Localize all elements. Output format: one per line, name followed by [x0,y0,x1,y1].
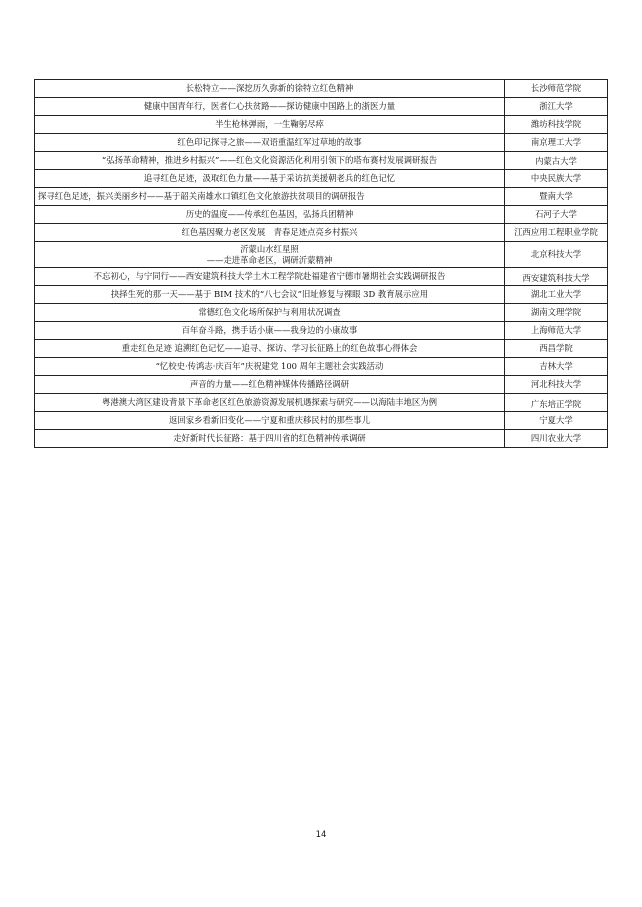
project-title: 粤港澳大湾区建设背景下革命老区红色旅游资源发展机遇探索与研究——以海陆丰地区为例 [35,394,505,412]
project-title: 探寻红色足迹，振兴美丽乡村——基于韶关南雄水口镇红色文化旅游扶贫项目的调研报告 [35,188,505,206]
project-title: 追寻红色足迹，汲取红色力量——基于采访抗美援朝老兵的红色记忆 [35,170,505,188]
table-row [35,224,608,242]
table-row [35,286,608,304]
school-name: 湖南文理学院 [505,304,608,322]
table-row [35,206,608,224]
table-row [35,188,608,206]
project-title: 重走红色足迹 追溯红色记忆——追寻、探访、学习长征路上的红色故事心得体会 [35,340,505,358]
school-name: 河北科技大学 [505,376,608,394]
school-name: 北京科技大学 [505,242,608,268]
school-name: 广东培正学院 [505,394,608,412]
school-name: 长沙师范学院 [505,80,608,98]
project-title-subline: ——走进革命老区，调研沂蒙精神 [206,254,333,265]
award-table-body [35,80,608,448]
table-row [35,116,608,134]
table-row [35,152,608,170]
school-name: 四川农业大学 [505,430,608,448]
school-name: 南京理工大学 [505,134,608,152]
project-title-line: 沂蒙山水红星照 [240,244,299,254]
project-title: 历史的温度——传承红色基因，弘扬兵团精神 [35,206,505,224]
table-row [35,394,608,412]
project-title: “忆校史·传鸿志·庆百年”庆祝建党 100 周年主题社会实践活动 [35,358,505,376]
table-row [35,430,608,448]
school-name: 吉林大学 [505,358,608,376]
table-row [35,358,608,376]
page-number: 14 [315,830,327,840]
school-name: 浙江大学 [505,98,608,116]
project-title: 半生枪林弹雨，一生鞠躬尽瘁 [35,116,505,134]
project-title: 健康中国青年行，医者仁心扶贫路——探访健康中国路上的浙医力量 [35,98,505,116]
table-row [35,242,608,268]
project-title: 抉择生死的那一天——基于 BIM 技术的“八七会议”旧址修复与裸眼 3D 教育展示应用 [35,286,505,304]
school-name: 石河子大学 [505,206,608,224]
table-row [35,134,608,152]
school-name: 潍坊科技学院 [505,116,608,134]
project-title: 红色基因聚力老区发展 青春足迹点亮乡村振兴 [35,224,505,242]
school-name: 西安建筑科技大学 [505,268,608,286]
table-row [35,340,608,358]
project-title: 声音的力量——红色精神媒体传播路径调研 [35,376,505,394]
school-name: 上海师范大学 [505,322,608,340]
table-row [35,268,608,286]
table-row [35,376,608,394]
project-title: 百年奋斗路，携手话小康——我身边的小康故事 [35,322,505,340]
project-title: 返回家乡看新旧变化——宁夏和重庆移民村的那些事儿 [35,412,505,430]
school-name: 暨南大学 [505,188,608,206]
table-row [35,322,608,340]
project-title: 长松特立——深挖历久弥新的徐特立红色精神 [35,80,505,98]
school-name: 西昌学院 [505,340,608,358]
table-row [35,412,608,430]
project-title [35,242,505,268]
project-title: 红色印记探寻之旅——双语重温红军过草地的故事 [35,134,505,152]
project-title: 不忘初心，与宁同行——西安建筑科技大学土木工程学院赴福建省宁德市暑期社会实践调研报告 [35,268,505,286]
table-row [35,304,608,322]
project-title: “弘扬革命精神，推进乡村振兴”——红色文化资源活化利用引领下的塔布赛村发展调研报告 [35,152,505,170]
school-name: 中央民族大学 [505,170,608,188]
award-table [34,79,608,448]
project-title: 走好新时代长征路：基于四川省的红色精神传承调研 [35,430,505,448]
school-name: 宁夏大学 [505,412,608,430]
table-row [35,98,608,116]
school-name: 湖北工业大学 [505,286,608,304]
table-row [35,170,608,188]
school-name: 江西应用工程职业学院 [505,224,608,242]
project-title: 常德红色文化场所保护与利用状况调查 [35,304,505,322]
table-row [35,80,608,98]
school-name: 内蒙古大学 [505,152,608,170]
